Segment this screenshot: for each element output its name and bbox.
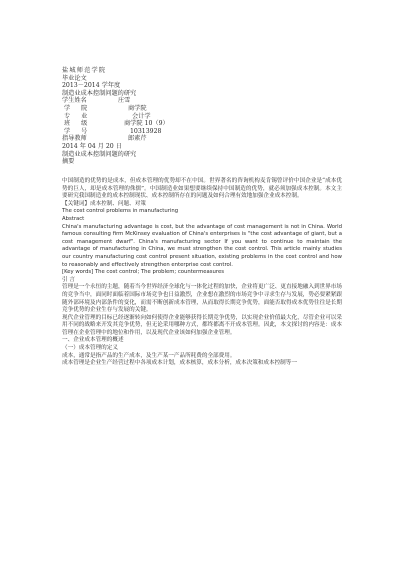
- field-student-id: [62, 128, 362, 136]
- field-label: 班级: [64, 120, 99, 128]
- thesis-title: 制造业成本控制问题的研究: [62, 89, 137, 97]
- field-major: [62, 113, 362, 121]
- field-student-name: [62, 97, 362, 105]
- field-value: 庄雪: [118, 97, 131, 105]
- intro-paragraph-1: 管理是一个永恒的主题，随着当今世界经济全球化与一体化过程的加快，企业将更广泛、更直接地融入到世界市场的竞争当中，面同时面临着国际市场竞争也日益激烈，企业想在激烈的市场竞争中寻求生存与发展，势必要紧紧跟随外部环境及内部条件的变化，而需不断创新成本管理，从而取得长期竞争优势，面能否取得成本优势往往是长期竞争优势的企业生存与发展的关键。: [62, 284, 342, 314]
- field-label: 学生姓名: [62, 97, 87, 105]
- abstract-title-zh: 制造业成本控制问题的研究: [62, 150, 137, 158]
- field-label: 学号: [64, 127, 99, 135]
- section-paragraph-1: 成本，通常是指产品的生产成本，及生产某一产品所耗费的全部费用。: [62, 352, 236, 359]
- abstract-heading-zh: 摘要: [62, 158, 75, 166]
- field-value: 10313928: [130, 127, 162, 135]
- field-college: [62, 105, 362, 113]
- cover-section: [62, 67, 362, 166]
- academic-year: 2013－2014 学年度: [62, 82, 121, 90]
- field-value: 商学院: [128, 104, 147, 112]
- abstract-text-zh: 中国制造的优势的是成本，但成本管理的优势却不在中国。世界著名的咨询机构麦肯锡曾评价中国企业是“成本优势的巨人，却是成本管理的侏儒”。中国制造业如果想要继续保持中国制造的优势，就必须加强成本控制。本文主要研究我国制造业的成本控制现状、成本控制所存在的问题及如何合理有效地加强企业成本控制。: [62, 178, 342, 200]
- section-paragraph-2: 成本管理是企业生产经营过程中各项成本计划，成本核算，成本分析，成本决策和成本控制等一: [62, 360, 297, 367]
- body-section: [62, 178, 342, 368]
- document-type: 毕业论文: [62, 74, 87, 82]
- field-class: [62, 120, 362, 128]
- intro-heading: 引 言: [62, 276, 75, 283]
- abstract-heading-en: Abstract: [62, 215, 85, 222]
- section-heading: 一、企业成本管理的概述: [62, 337, 124, 344]
- field-value: 郎素芹: [128, 135, 147, 143]
- intro-paragraph-2: 现代企业管理的目标已经逐渐转向如何使得企业能够获得长期竞争优势，以实现企业价值最大化，尽管企业可以采用不同的战略来开发其竞争优势，但无论采用哪种方式，都终都离不开成本管理。因此，本文探讨的内容是：成本管理在企业管理中的地位和作用，以及现代企业该如何加强企业管理。: [62, 314, 342, 336]
- field-label: 指导教师: [62, 135, 87, 143]
- keywords-en: [Key words] The cost control; The problem; countermeasures: [62, 269, 224, 276]
- field-label: 学院: [64, 104, 99, 112]
- field-advisor: [62, 135, 362, 143]
- institution-name: 盐城师范学院: [62, 67, 107, 74]
- keywords-zh: 【关键词】成本控制、问题、对策: [62, 200, 146, 207]
- abstract-title-en: The cost control problems in manufacturing: [62, 208, 179, 215]
- field-value: 会计学: [132, 112, 151, 120]
- subsection-heading: （一）成本管理的定义: [62, 345, 118, 352]
- submission-date: 2014 年 04 月 20 日: [62, 142, 122, 150]
- abstract-text-en: China's manufacturing advantage is cost, but the advantage of cost management is not in China. World famous consulting firm McKinsey evaluation of China's enterprises is "the cost advantage of giant, but a cost management dwarf". China's manufacturing sector If you want to continue to maintain the advantage of manufacturing in China, we must strengthen the cost control. This article mainly studies our country manufacturing cost control present situation, existing problems in the cost control and how to reasonably and effectively strengthen enterprise cost control.: [62, 223, 342, 268]
- field-value: 商学院 10（9）: [124, 120, 169, 128]
- field-label: 专业: [64, 112, 99, 120]
